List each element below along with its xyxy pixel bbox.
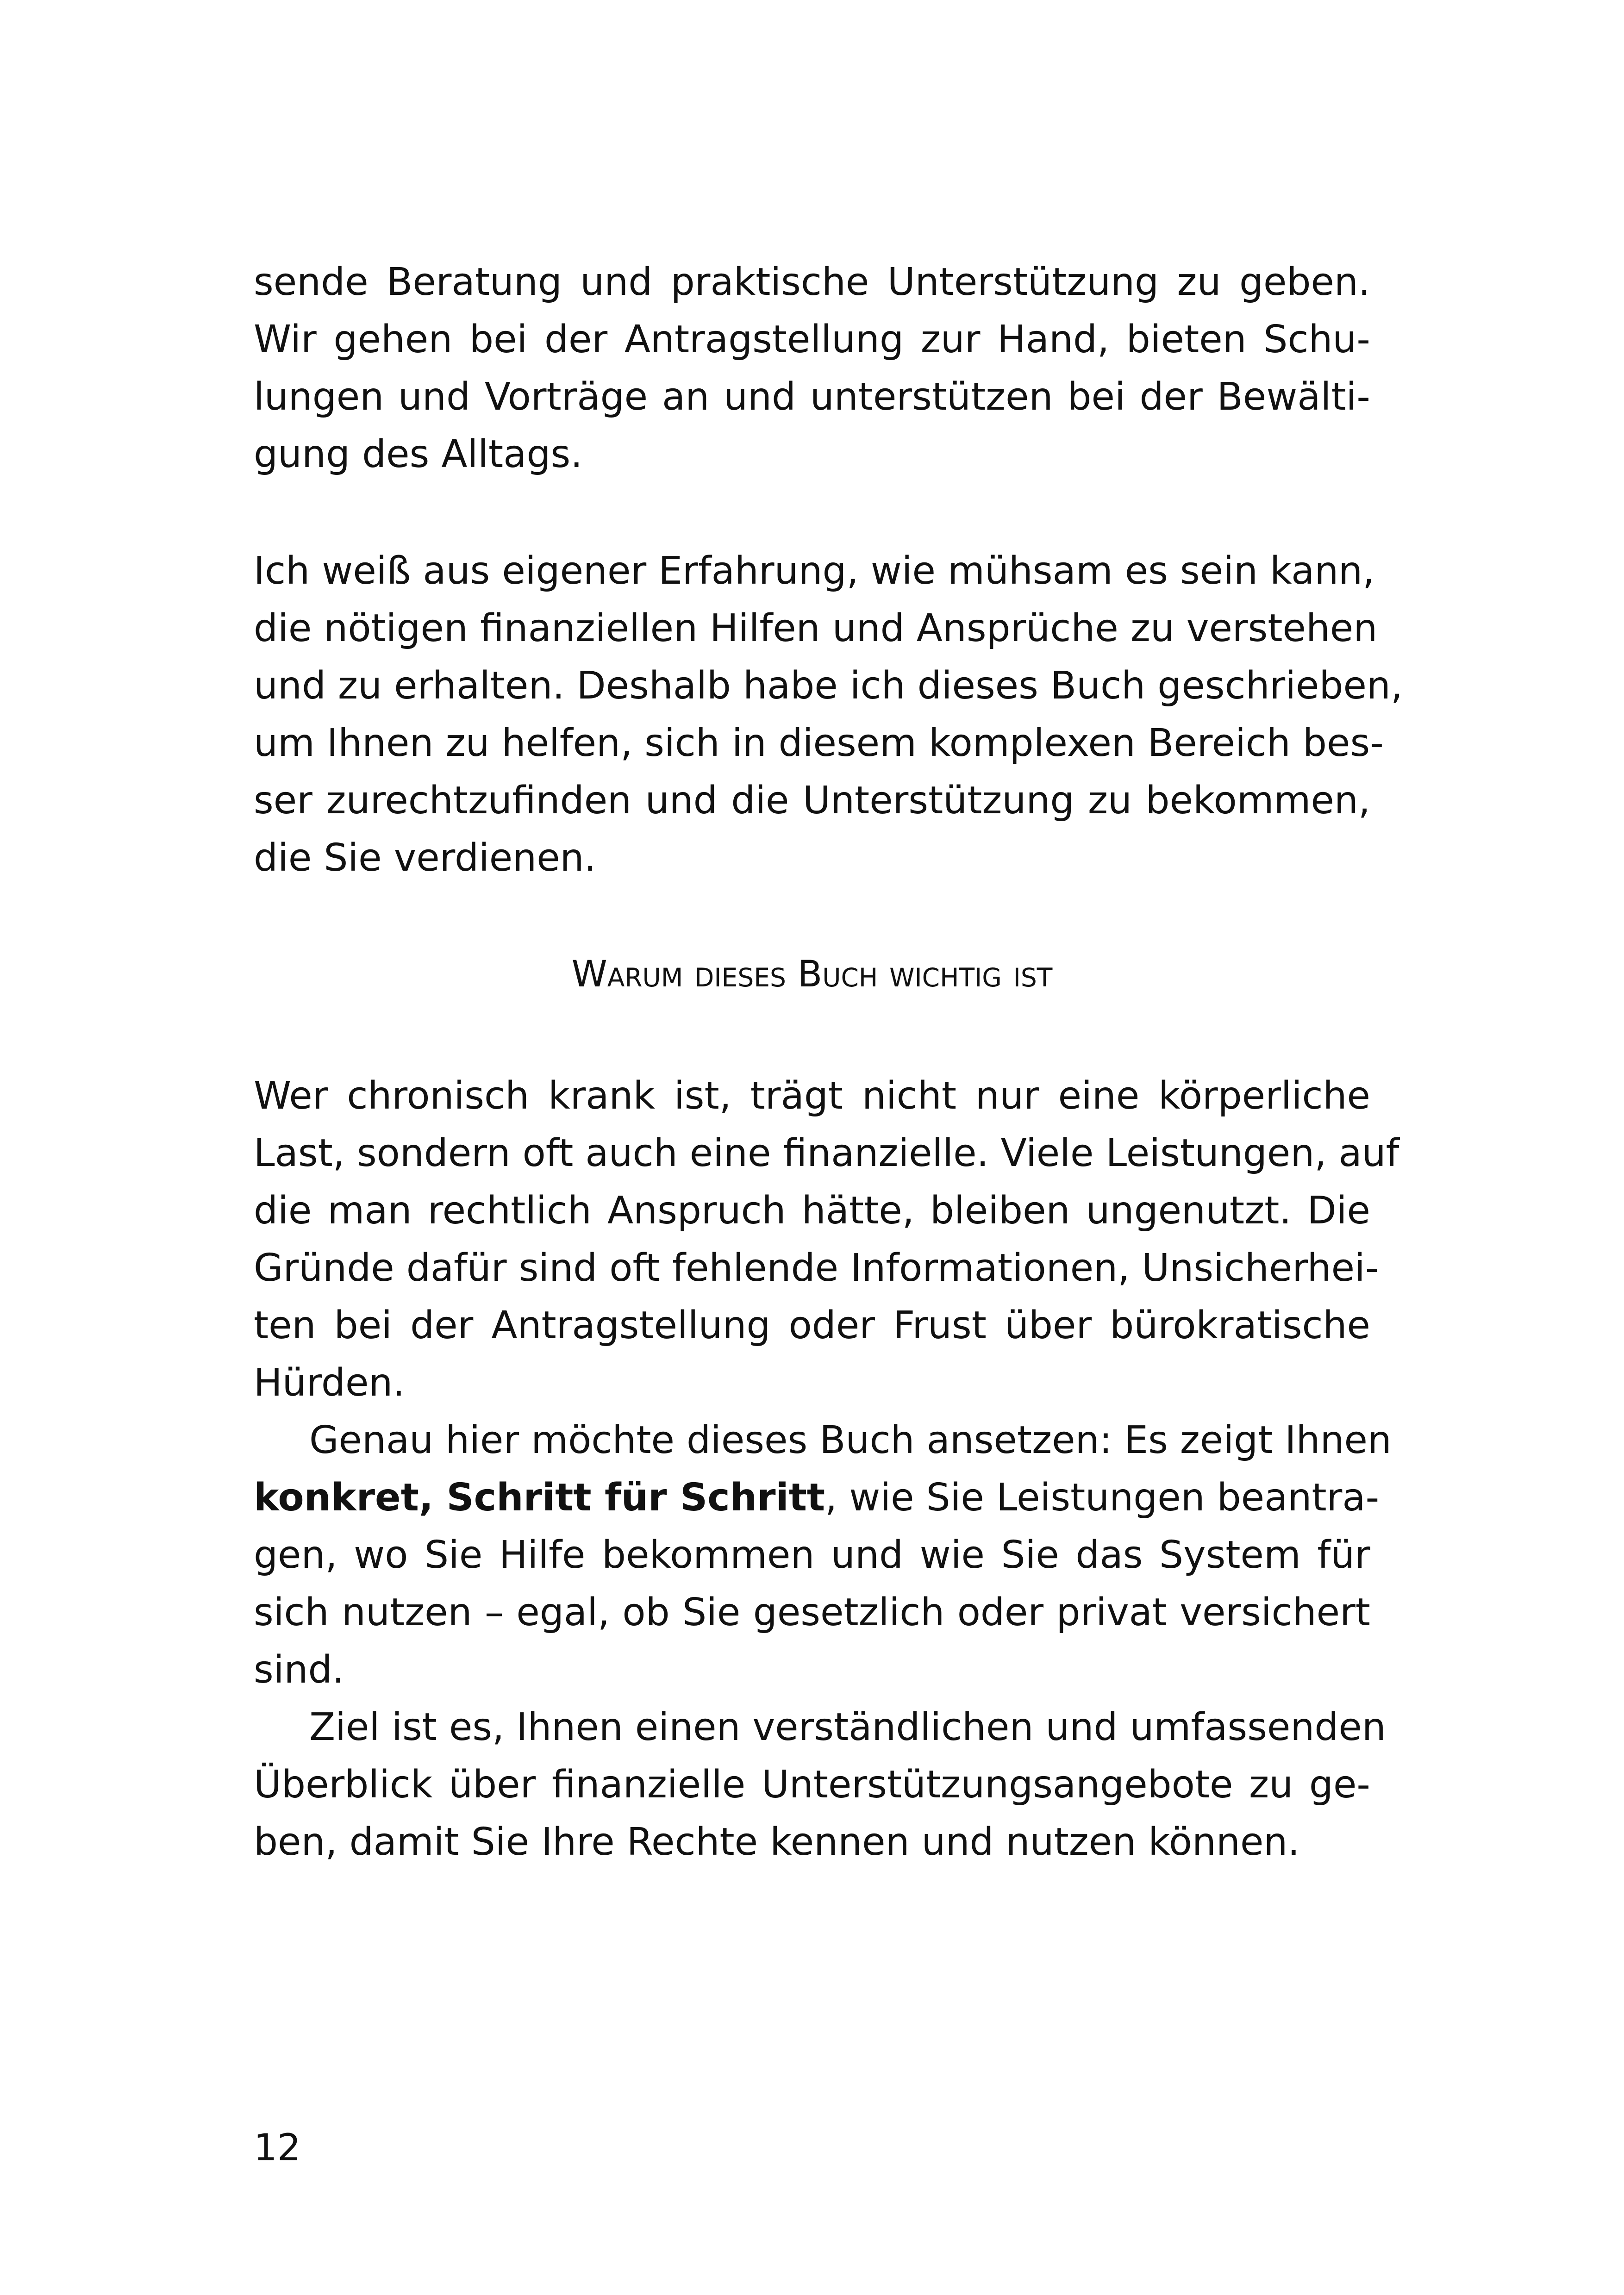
paragraph-2	[254, 543, 1403, 887]
paragraph-4	[254, 1412, 1392, 1699]
paragraph-3	[254, 1067, 1399, 1412]
paragraph-3-line-3: die man rechtlich Anspruch hätte, bleiben ungenutzt. Die	[254, 1189, 1370, 1233]
paragraph-1-line-2: Wir gehen bei der Antragstellung zur Hand, bieten Schu-	[254, 318, 1370, 362]
paragraph-3-line-6: Hürden.	[254, 1361, 405, 1405]
page-number: 12	[254, 2126, 301, 2169]
paragraph-2-line-1: Ich weiß aus eigener Erfahrung, wie mühsam es sein kann,	[254, 549, 1375, 593]
paragraph-2-line-3: und zu erhalten. Deshalb habe ich dieses Buch geschrieben,	[254, 664, 1403, 708]
paragraph-4-line-5: sind.	[254, 1648, 344, 1692]
paragraph-1-line-3: lungen und Vorträge an und unterstützen bei der Bewälti-	[254, 375, 1370, 419]
paragraph-4-line-4: sich nutzen – egal, ob Sie gesetzlich oder privat versichert	[254, 1590, 1370, 1634]
emphasis-text: konkret, Schritt für Schritt	[254, 1476, 825, 1520]
section-heading	[0, 951, 1624, 998]
paragraph-4-line-2-rest: , wie Sie Leistungen beantra-	[825, 1476, 1380, 1520]
paragraph-2-line-5: ser zurechtzufinden und die Unterstützung zu bekommen,	[254, 779, 1370, 823]
paragraph-1	[254, 254, 1370, 483]
paragraph-3-line-2: Last, sondern oft auch eine finanzielle. Viele Leistungen, auf	[254, 1131, 1399, 1175]
paragraph-5-line-2: Überblick über finanzielle Unterstützungsangebote zu ge-	[254, 1763, 1370, 1807]
paragraph-5-line-3: ben, damit Sie Ihre Rechte kennen und nutzen können.	[254, 1820, 1300, 1864]
paragraph-3-line-5: ten bei der Antragstellung oder Frust über bürokratische	[254, 1303, 1370, 1347]
paragraph-3-line-4: Gründe dafür sind oft fehlende Informationen, Unsicherhei-	[254, 1246, 1379, 1290]
section-heading-text: Warum dieses Buch wichtig ist	[571, 954, 1053, 995]
paragraph-1-line-4: gung des Alltags.	[254, 432, 583, 476]
paragraph-2-line-6: die Sie verdienen.	[254, 836, 596, 880]
paragraph-2-line-2: die nötigen finanziellen Hilfen und Ansprüche zu verstehen	[254, 606, 1378, 650]
paragraph-4-line-3: gen, wo Sie Hilfe bekommen und wie Sie das System für	[254, 1533, 1370, 1577]
paragraph-1-line-1: sende Beratung und praktische Unterstützung zu geben.	[254, 260, 1370, 304]
paragraph-2-line-4: um Ihnen zu helfen, sich in diesem komplexen Bereich bes-	[254, 721, 1384, 765]
paragraph-4-line-1: Genau hier möchte dieses Buch ansetzen: Es zeigt Ihnen	[309, 1418, 1392, 1462]
paragraph-5	[254, 1699, 1386, 1871]
paragraph-4-line-2	[254, 1469, 1380, 1527]
paragraph-5-line-1: Ziel ist es, Ihnen einen verständlichen und umfassenden	[309, 1705, 1386, 1749]
paragraph-3-line-1: Wer chronisch krank ist, trägt nicht nur eine körperliche	[254, 1074, 1370, 1118]
